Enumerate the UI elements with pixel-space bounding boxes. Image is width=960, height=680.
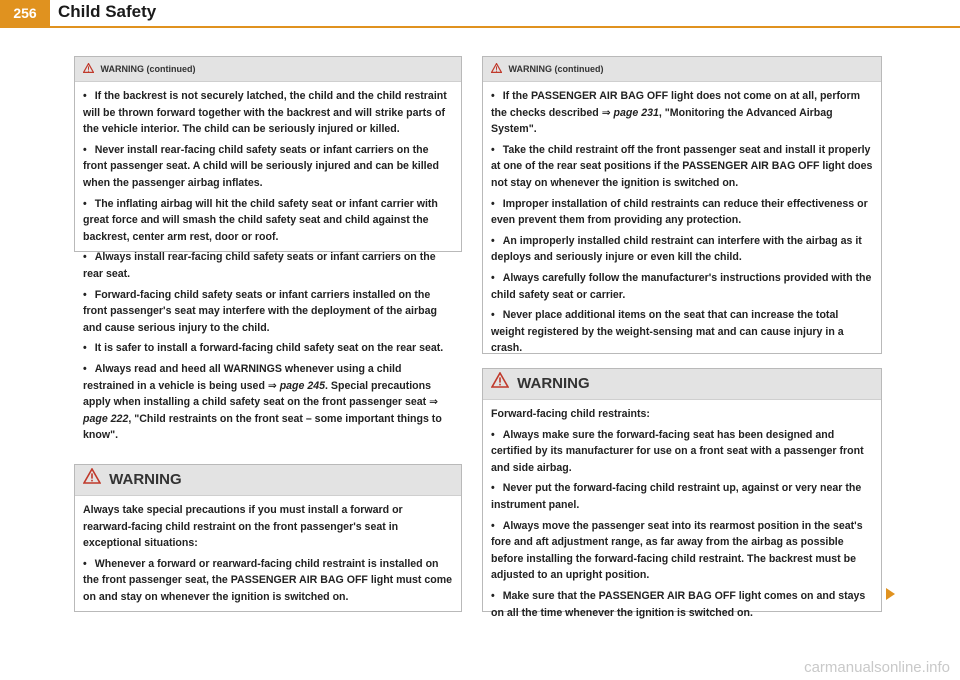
page-number: 256	[0, 0, 50, 26]
warning-box-body	[483, 400, 881, 631]
bullet-item: • Never place additional items on the seat that can increase the total weight registered by the weight-sensing mat and can cause injury in a crash.	[491, 307, 873, 357]
warning-heading: WARNING	[109, 471, 182, 488]
bullet-item: • The inflating airbag will hit the child safety seat or infant carrier with great force and will smash the child safety seat and child against the backrest, center arm rest, door or roof.	[83, 196, 453, 246]
bullet-item-with-references	[83, 361, 453, 444]
bullet-text: , "Monitoring the Advanced Airbag System".	[491, 106, 833, 136]
bullet-item: • Whenever a forward or rearward-facing child restraint is installed on the front passenger seat, the PASSENGER AIR BAG OFF light must come on and stay on whenever the ignition is switched on.	[83, 556, 453, 606]
bullet-item: • Forward-facing child safety seats or infant carriers installed on the front passenger's seat may interfere with the deployment of the airbag and cause serious injury to the child.	[83, 287, 453, 337]
bullet-item-with-reference	[491, 88, 873, 138]
warning-box-body	[75, 496, 461, 616]
bullet-item: • Always move the passenger seat into its rearmost position in the seat's fore and aft adjustment range, as far away from the airbag as possible before installing the forward-facing child restraint. The backrest must be adjusted to an upright position.	[491, 518, 873, 584]
warning-heading: WARNING (continued)	[508, 64, 604, 74]
warning-triangle-icon	[83, 465, 101, 495]
warning-box-header	[483, 369, 881, 400]
warning-box-continued-right	[482, 56, 882, 354]
bullet-text: If the PASSENGER AIR BAG OFF light does not come on at all, perform the checks described	[491, 90, 860, 119]
bullet-item: • An improperly installed child restraint can interfere with the airbag as it deploys and seriously injure or even kill the child.	[491, 233, 873, 266]
warning-box-header	[75, 465, 461, 496]
bullet-text: . Special precautions apply when installing a child safety seat on the front passenger seat	[83, 379, 432, 409]
section-title: Child Safety	[58, 2, 157, 21]
warning-triangle-icon	[83, 58, 94, 82]
bullet-text: , "Child restraints on the front seat – some important things to know".	[83, 412, 442, 442]
warning-box-header	[483, 57, 881, 82]
bullet-item: • Always install rear-facing child safety seats or infant carriers on the rear seat.	[83, 249, 453, 282]
warning-heading: WARNING	[517, 375, 590, 392]
warning-box-header	[75, 57, 461, 82]
warning-box-right	[482, 368, 882, 619]
bullet-item: • Take the child restraint off the front passenger seat and install it properly at one of the rear seat positions if the PASSENGER AIR BAG OFF light does not stay on whenever the ignition is switched on.	[491, 142, 873, 192]
warning-intro: Forward-facing child restraints:	[491, 408, 650, 420]
bullet-item: • Always make sure the forward-facing seat has been designed and certified by its manufacturer for use on a front seat with a passenger front and side airbag.	[491, 427, 873, 477]
bullet-item: • Improper installation of child restraints can reduce their effectiveness or even prevent them from providing any protection.	[491, 196, 873, 229]
bullet-item: • Never install rear-facing child safety seats or infant carriers on the front passenger seat. A child will be seriously injured and can be killed when the passenger airbag inflates.	[83, 142, 453, 192]
warning-box-body	[75, 82, 461, 454]
next-page-arrow-icon[interactable]	[886, 588, 895, 600]
bullet-text: Always read and heed all WARNINGS whenever using a child restrained in a vehicle is being used	[83, 362, 402, 392]
warning-box-continued-left	[74, 56, 462, 442]
header-rule	[0, 26, 960, 28]
bullet-item: • Never put the forward-facing child restraint up, against or very near the instrument panel.	[491, 480, 873, 513]
warning-box-left	[74, 464, 462, 612]
warning-triangle-icon	[491, 58, 502, 82]
bullet-item: • Make sure that the PASSENGER AIR BAG OFF light comes on and stays on all the time whenever the ignition is switched on.	[491, 588, 873, 621]
bullet-item: • If the backrest is not securely latched, the child and the child restraint will be thrown forward together with the backrest and will strike parts of the vehicle interior. The child can be seriously injured or killed.	[83, 88, 453, 138]
warning-intro: Always take special precautions if you must install a forward or rearward-facing child restraint on the front passenger's seat in exceptional situations:	[83, 504, 403, 550]
watermark: carmanualsonline.info	[804, 659, 950, 676]
bullet-item: • Always carefully follow the manufacturer's instructions provided with the child safety seat or carrier.	[491, 270, 873, 303]
warning-triangle-icon	[491, 369, 509, 399]
page-header	[0, 0, 960, 30]
page-reference-link[interactable]: ⇒ page 222	[83, 396, 439, 425]
page-reference-link[interactable]: ⇒ page 231	[601, 106, 659, 119]
warning-box-body	[483, 82, 881, 367]
bullet-item: • It is safer to install a forward-facing child safety seat on the rear seat.	[83, 340, 453, 357]
page-reference-link[interactable]: ⇒ page 245	[267, 379, 326, 392]
warning-heading: WARNING (continued)	[100, 64, 196, 74]
